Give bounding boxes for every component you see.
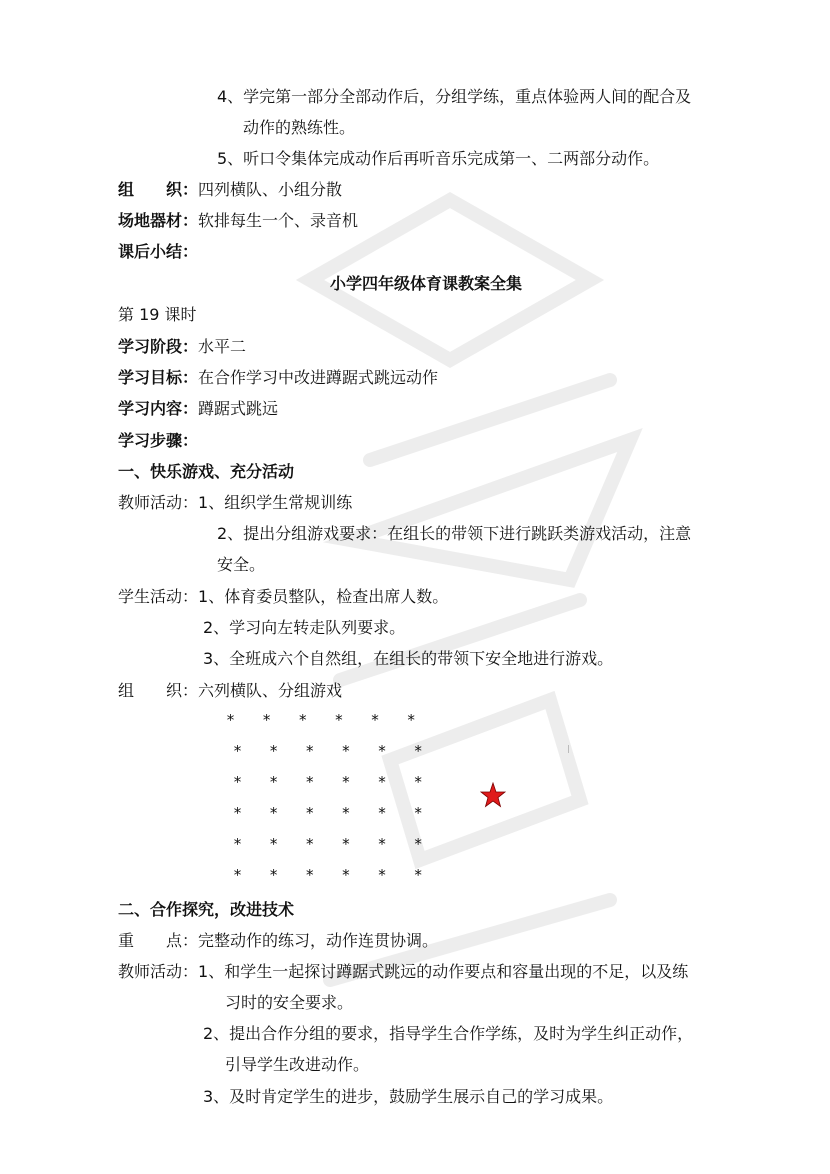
formation-row: * * * * * * [233, 804, 423, 822]
equipment-row [118, 210, 358, 232]
teacher-activity-1-item-2-cont: 安全。 [217, 555, 266, 574]
student-activity-item-3: 3、全班成六个自然组，在组长的带领下安全地进行游戏。 [203, 649, 614, 668]
content-row [118, 398, 278, 420]
formation-row: * * * * * * [233, 773, 423, 791]
organization-2-row [118, 680, 342, 702]
key-point-text: 完整动作的练习，动作连贯协调。 [198, 931, 439, 950]
section-1-heading: 一、快乐游戏、充分活动 [118, 462, 295, 481]
goal-text: 在合作学习中改进蹲踞式跳远动作 [198, 368, 439, 387]
step-4-line-1: 4、学完第一部分全部动作后，分组学练，重点体验两人间的配合及 [217, 87, 692, 106]
teacher-activity-2-row [118, 961, 688, 983]
formation-row: * * * * * * [233, 835, 423, 853]
step-5: 5、听口令集体完成动作后再听音乐完成第一、二两部分动作。 [217, 149, 660, 168]
teacher-activity-2-item-2-cont: 引导学生改进动作。 [225, 1055, 370, 1074]
page-title: 小学四年级体育课教案全集 [330, 274, 523, 293]
teacher-activity-2-item-1: 1、和学生一起探讨蹲踞式跳远的动作要点和容量出现的不足，以及练 [198, 962, 689, 981]
teacher-activity-2-label: 教师活动： [118, 962, 199, 981]
formation-row: * * * * * * [233, 866, 423, 884]
student-activity-row [118, 586, 448, 608]
stage-label: 学习阶段： [118, 337, 199, 356]
key-point-label: 重 点： [118, 931, 199, 950]
formation-row: * * * * * * [226, 711, 416, 729]
teacher-activity-2-item-2: 2、提出合作分组的要求，指导学生合作学练，及时为学生纠正动作， [203, 1024, 694, 1043]
teacher-activity-1-row [118, 492, 352, 514]
red-star-icon [480, 782, 506, 808]
student-activity-item-1: 1、体育委员整队，检查出席人数。 [198, 587, 449, 606]
organization-text: 四列横队、小组分散 [198, 180, 343, 199]
equipment-text: 软排每生一个、录音机 [198, 211, 359, 230]
student-activity-label: 学生活动： [118, 587, 199, 606]
organization-row [118, 179, 342, 201]
teacher-activity-label: 教师活动： [118, 493, 199, 512]
formation-row: * * * * * * [233, 742, 423, 760]
equipment-label: 场地器材： [118, 211, 199, 230]
teacher-activity-2-item-1-cont: 习时的安全要求。 [225, 993, 354, 1012]
goal-row [118, 367, 438, 389]
student-activity-item-2: 2、学习向左转走队列要求。 [203, 618, 406, 637]
teacher-activity-1-item-2: 2、提出分组游戏要求：在组长的带领下进行跳跃类游戏活动，注意 [217, 524, 692, 543]
content-label: 学习内容： [118, 399, 199, 418]
lesson-number: 第 19 课时 [118, 305, 197, 324]
organization-2-label: 组 织： [118, 681, 199, 700]
organization-2-text: 六列横队、分组游戏 [198, 681, 343, 700]
teacher-activity-1-item-1: 1、组织学生常规训练 [198, 493, 353, 512]
stage-row [118, 336, 246, 358]
goal-label: 学习目标： [118, 368, 199, 387]
step-4-line-2: 动作的熟练性。 [243, 118, 356, 137]
teacher-activity-2-item-3: 3、及时肯定学生的进步，鼓励学生展示自己的学习成果。 [203, 1087, 614, 1106]
key-point-row [118, 930, 438, 952]
section-2-heading: 二、合作探究，改进技术 [118, 900, 295, 919]
organization-label: 组 织： [118, 180, 199, 199]
divider-tick [568, 745, 569, 753]
stage-text: 水平二 [198, 337, 247, 356]
steps-label: 学习步骤： [118, 431, 199, 450]
watermark-logo [250, 160, 670, 1060]
summary-label: 课后小结： [118, 242, 199, 261]
content-text: 蹲踞式跳远 [198, 399, 279, 418]
